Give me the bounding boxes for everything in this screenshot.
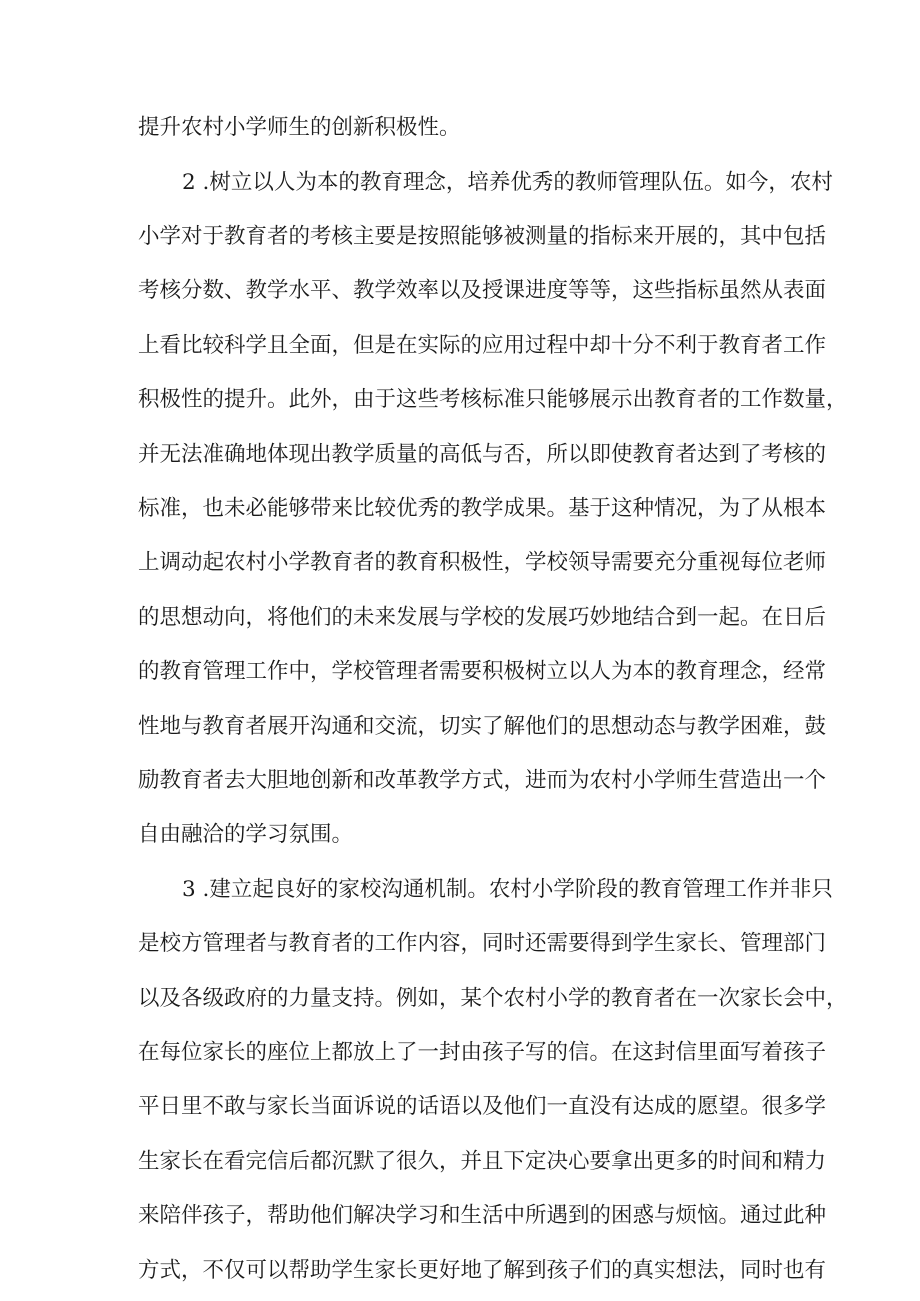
text-line: 上调动起农村小学教育者的教育积极性，学校领导需要充分重视每位老师	[138, 550, 827, 575]
text-line: 上看比较科学且全面，但是在实际的应用过程中却十分不利于教育者工作	[138, 333, 827, 358]
text-line: 励教育者去大胆地创新和改革教学方式，进而为农村小学师生营造出一个	[138, 768, 827, 793]
text-line: 3 .建立起良好的家校沟通机制。农村小学阶段的教育管理工作并非只	[182, 877, 833, 902]
text-line: 自由融洽的学习氛围。	[138, 822, 354, 847]
text-line: 是校方管理者与教育者的工作内容，同时还需要得到学生家长、管理部门	[138, 931, 827, 956]
text-line: 的教育管理工作中，学校管理者需要积极树立以人为本的教育理念，经常	[138, 659, 827, 684]
text-line: 小学对于教育者的考核主要是按照能够被测量的指标来开展的，其中包括	[138, 224, 827, 249]
text-line: 积极性的提升。此外，由于这些考核标准只能够展示出教育者的工作数量，	[138, 387, 848, 412]
text-line: 考核分数、教学水平、教学效率以及授课进度等等，这些指标虽然从表面	[138, 278, 827, 303]
text-line: 并无法准确地体现出教学质量的高低与否，所以即使教育者达到了考核的	[138, 442, 827, 467]
text-line: 2 .树立以人为本的教育理念，培养优秀的教师管理队伍。如今，农村	[182, 170, 833, 195]
text-line: 标准，也未必能够带来比较优秀的教学成果。基于这种情况，为了从根本	[138, 496, 827, 521]
text-line: 来陪伴孩子，帮助他们解决学习和生活中所遇到的困惑与烦恼。通过此种	[138, 1203, 827, 1228]
text-line: 生家长在看完信后都沉默了很久，并且下定决心要拿出更多的时间和精力	[138, 1149, 827, 1174]
text-line: 在每位家长的座位上都放上了一封由孩子写的信。在这封信里面写着孩子	[138, 1040, 827, 1065]
text-line: 提升农村小学师生的创新积极性。	[138, 115, 461, 140]
text-line: 性地与教育者展开沟通和交流，切实了解他们的思想动态与教学困难，鼓	[138, 714, 827, 739]
text-line: 以及各级政府的力量支持。例如，某个农村小学的教育者在一次家长会中，	[138, 986, 848, 1011]
text-line: 方式，不仅可以帮助学生家长更好地了解到孩子们的真实想法，同时也有	[138, 1258, 827, 1283]
text-line: 平日里不敢与家长当面诉说的话语以及他们一直没有达成的愿望。很多学	[138, 1094, 827, 1119]
text-line: 的思想动向，将他们的未来发展与学校的发展巧妙地结合到一起。在日后	[138, 605, 827, 630]
